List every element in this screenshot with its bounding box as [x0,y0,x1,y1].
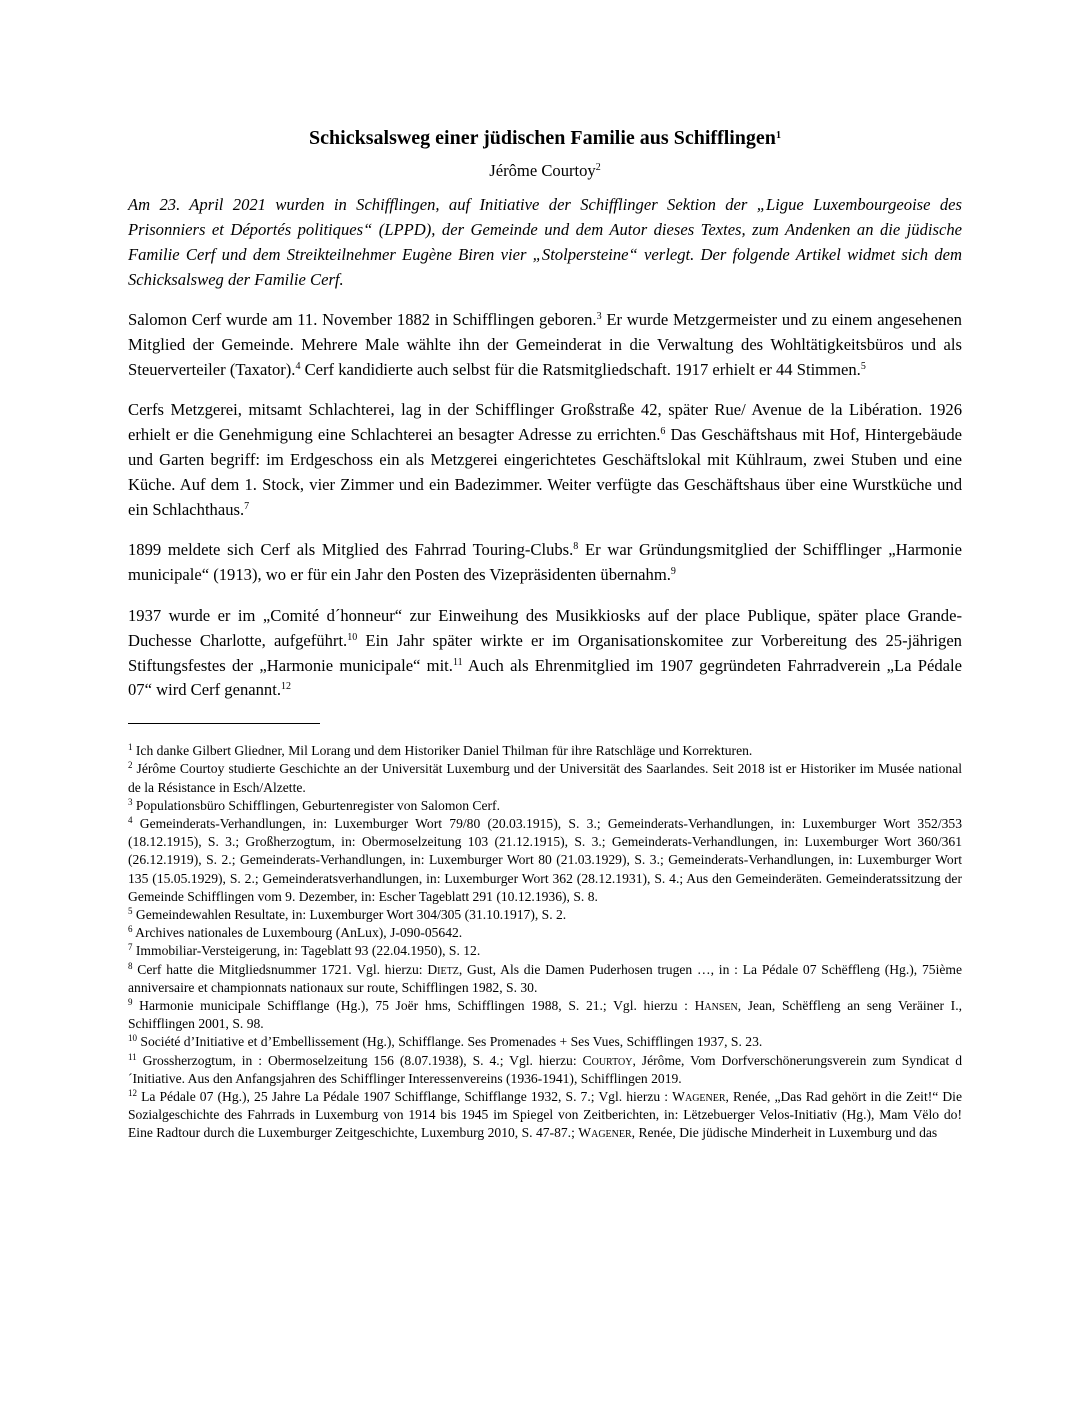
footnote-ref[interactable]: 9 [670,566,676,578]
article-title: Schicksalsweg einer jüdischen Familie aus Schifflingen$^1$ [309,127,781,149]
paragraph: Cerfs Metzgerei, mitsamt Schlachterei, lag in der Schifflinger Großstraße 42, später Rue/ Avenue de la Libération. 1926 erhielt er die Genehmigung eine Schlachterei an besagter Adresse zu errichten.$^6$ Das Geschäftshaus mit Hof, Hintergebäude und Garten begriff: im Erdgeschoss ein als Metzgerei eingerichtetes Geschäftslokal mit Kühlraum, zwei Stuben und eine Küche. Auf dem 1. Stock, vier Zimmer und ein Badezimmer. Weiter verfügte das Geschäftshaus über eine Wurstküche und ein Schlachthaus.$^7$ [128,400,962,519]
footnotes [128,742,962,1142]
footnote: $^5$ Gemeindewahlen Resultate, in: Luxemburger Wort 304/305 (31.10.1917), S. 2. [128,905,567,922]
footnote: $^7$ Immobiliar-Versteigerung, in: Tageblatt 93 (22.04.1950), S. 12. [128,942,481,959]
footnote: $^{11}$ Grossherzogtum, in : Obermoselzeitung 156 (8.07.1938), S. 4.; Vgl. hierzu: Courtoy, Jérôme, Vom Dorfverschönerungsverein zum Syndicat d´Initiative. Aus den Anfangsjahren des Schifflinger Interessenvereins (1936-1941), Schifflingen 2019. [128,1051,962,1086]
footnote-ref[interactable]: 11 [452,656,463,668]
footnote-separator [128,723,320,724]
footnote: $^8$ Cerf hatte die Mitgliedsnummer 1721. Vgl. hierzu: Dietz, Gust, Als die Damen Puderhosen trugen …, in : La Pédale 07 Schëffleng (Hg.), 75ième anniversaire et championnats nationaux sur route, Schifflingen 1982, S. 30. [128,960,962,995]
paragraph: 1937 wurde er im „Comité d´honneur“ zur Einweihung des Musikkiosks auf der place Publique, später place Grande-Duchesse Charlotte, aufgeführt.$^{10}$ Ein Jahr später wirkte er im Organisationskomitee zur Vorbereitung des 25-jährigen Stiftungsfestes der „Harmonie municipale“ mit.$^{11}$ Auch als Ehrenmitglied im 1907 gegründeten Fahrradverein „La Pédale 07“ wird Cerf genannt.$^{12}$ [128,605,963,700]
footnote-ref[interactable]: 6 [660,426,666,438]
footnote: $^9$ Harmonie municipale Schifflange (Hg.), 75 Joër hms, Schifflingen 1988, S. 21.; Vgl. hierzu : Hansen, Jean, Schëffleng an seng Veräiner I., Schifflingen 2001, S. 98. [128,997,962,1032]
paragraph: 1899 meldete sich Cerf als Mitglied des Fahrrad Touring-Clubs.$^8$ Er war Gründungsmitglied der Schifflinger „Harmonie municipale“ (1913), wo er für ein Jahr den Posten des Vizepräsidenten übernahm.$^9$ [128,540,962,585]
footnote-ref[interactable]: 4 [295,360,301,372]
footnote: $^4$ Gemeinderats-Verhandlungen, in: Luxemburger Wort 79/80 (20.03.1915), S. 3.; Gemeinderats-Verhandlungen, in: Luxemburger Wort 352/353 (18.12.1915), S. 3.; Großherzogtum, in: Obermoselzeitung 103 (21.12.1915), S. 3.; Gemeinderats-Verhandlungen, in: Luxemburger Wort 360/361 (26.12.1919), S. 2.; Gemeinderats-Verhandlungen, in: Luxemburger Wort 80 (21.03.1929), S. 3.; Gemeinderats-Verhandlungen, in: Luxemburger Wort 135 (15.05.1929), S. 2.; Gemeinderatsverhandlungen, in: Luxemburger Wort 362 (28.12.1931), S. 4.; Aus den Gemeinderäten. Gemeinderatssitzung der Gemeinde Schifflingen vom 9. Dezember, in: Escher Tageblatt 291 (10.12.1936), S. 8. [128,814,962,904]
footnote: $^1$ Ich danke Gilbert Gliedner, Mil Lorang und dem Historiker Daniel Thilman für ihre Ratschläge und Korrekturen. [128,742,753,759]
footnote: $^{10}$ Société d’Initiative et d’Embellissement (Hg.), Schifflange. Ses Promenades + Ses Vues, Schifflingen 1937, S. 23. [128,1033,763,1050]
footnote: $^{12}$ La Pédale 07 (Hg.), 25 Jahre La Pédale 1907 Schifflange, Schifflange 1932, S. 7.; Vgl. hierzu : Wagener, Renée, „Das Rad gehört in die Zeit!“ Die Sozialgeschichte des Fahrrads in Luxemburg von 1914 bis 1945 im Spiegel von Zeitberichten, in: Lëtzebuerger Velos-Initiativ (Hg.), Mam Vëlo do! Eine Radtour durch die Luxemburger Zeitgeschichte, Luxemburg 2010, S. 47-87.; Wagener, Renée, Die jüdische Minderheit in Luxemburg und das [128,1088,962,1141]
footnote: $^6$ Archives nationales de Luxembourg (AnLux), J-090-05642. [128,924,463,941]
paragraph: Salomon Cerf wurde am 11. November 1882 in Schifflingen geboren.$^3$ Er wurde Metzgermeister und zu einem angesehenen Mitglied der Gemeinde. Mehrere Male wählte ihn der Gemeinderat in die Verwaltung des Wohltätigkeitsbüros und als Steuerverteiler (Taxator).$^4$ Cerf kandidierte auch selbst für die Ratsmitgliedschaft. 1917 erhielt er 44 Stimmen.$^5$ [128,310,962,379]
footnote-ref[interactable]: 5 [860,360,866,372]
footnote-ref[interactable]: 12 [280,681,291,693]
author-line [128,160,962,182]
article-body [128,308,962,703]
footnote-ref[interactable]: 2 [595,162,601,173]
footnote: $^2$ Jérôme Courtoy studierte Geschichte an der Universität Luxemburg und der Universität des Saarlandes. Seit 2018 ist er Historiker im Musée national de la Résistance in Esch/Alzette. [128,760,962,795]
footnote: $^3$ Populationsbüro Schifflingen, Geburtenregister von Salomon Cerf. [128,796,500,813]
footnote-ref[interactable]: 7 [244,500,250,512]
footnote-ref[interactable]: 3 [596,311,602,322]
author-name: Jérôme Courtoy [489,161,596,180]
footnote-ref[interactable]: 8 [573,541,579,553]
footnote-ref[interactable]: 10 [347,631,358,643]
document-content [128,124,962,1143]
footnote-ref[interactable]: 1 [775,130,781,141]
abstract: Am 23. April 2021 wurden in Schifflingen, auf Initiative der Schifflinger Sektion der „Ligue Luxembourgeoise des Prisonniers et Déportés politiques“ (LPPD), der Gemeinde und dem Autor dieses Textes, zum Andenken an die jüdische Familie Cerf und dem Streikteilnehmer Eugène Biren vier „Stolpersteine“ verlegt. Der folgende Artikel widmet sich dem Schicksalsweg der Familie Cerf. [128,195,962,289]
